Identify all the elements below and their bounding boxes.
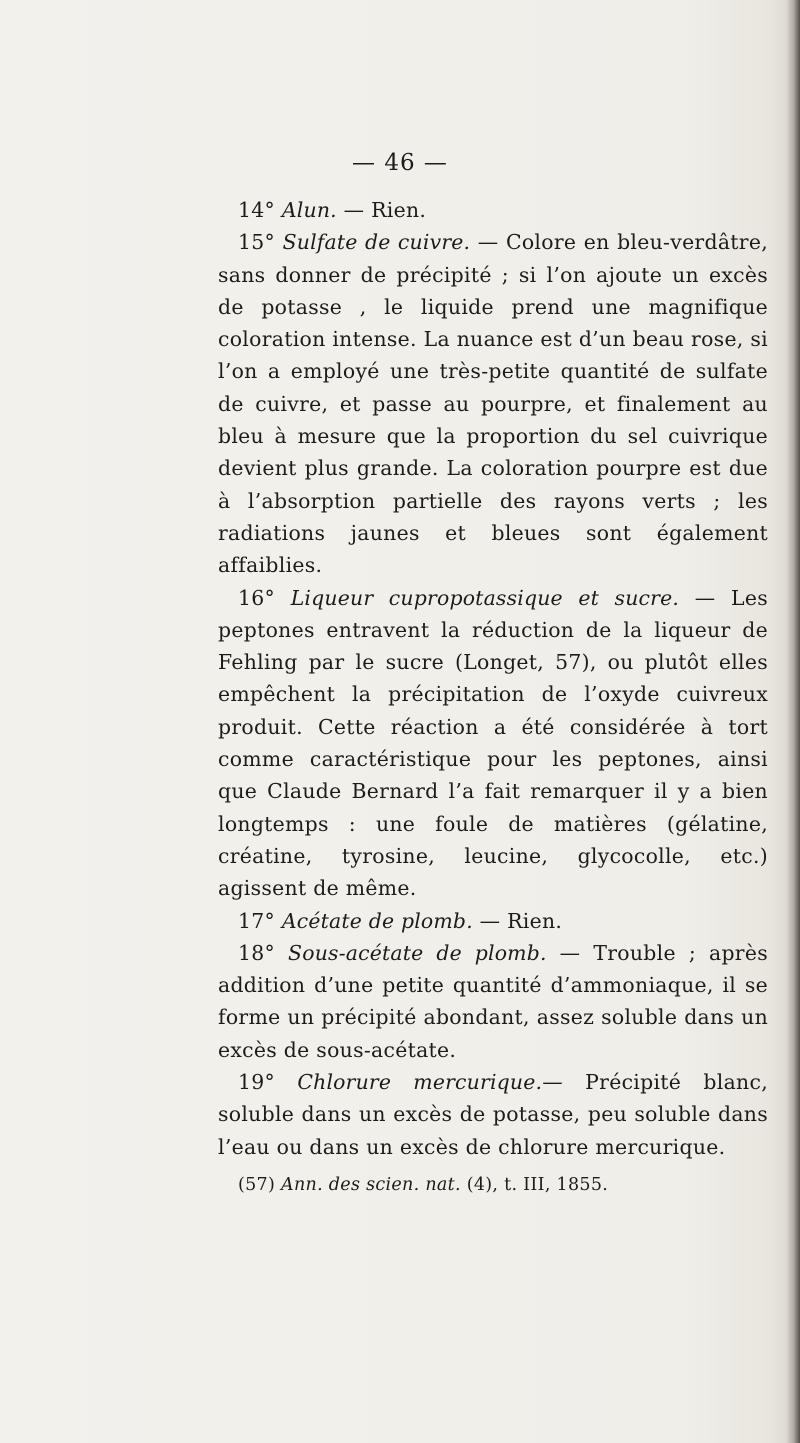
entry-15 xyxy=(218,226,768,581)
entry-14 xyxy=(218,194,768,226)
entry-title: Alun. xyxy=(281,198,337,222)
page-binding-shadow xyxy=(786,0,800,1443)
body-text xyxy=(218,194,768,1163)
entry-text: — Rien. xyxy=(472,908,563,933)
footnote xyxy=(238,1173,768,1197)
entry-text: — Précipité blanc, soluble dans un excès de potasse, peu soluble dans l’eau ou dans un excès de chlorure mercurique. xyxy=(218,1070,768,1159)
footnote-source: Ann. des scien. nat. xyxy=(281,1175,461,1195)
entry-title: Liqueur cupropotassique et sucre. xyxy=(290,585,680,610)
entry-number: 16° xyxy=(238,585,276,610)
entry-16 xyxy=(218,582,768,905)
entry-text: — Les peptones entravent la réduction de la liqueur de Fehling par le sucre (Longet, 57), ou plutôt elles empêchent la précipitation de l’oxyde cuivreux produit. Cette réaction a été considérée à tort comme caractéristique pour les peptones, ainsi que Claude Bernard l’a fait remarquer il y a bien longtemps : une foule de matières (gélatine, créatine, tyrosine, leucine, glycocolle, etc.) agissent de même. xyxy=(218,585,768,901)
entry-text: — Colore en bleu-verdâtre, sans donner de précipité ; si l’on ajoute un excès de potasse , le liquide prend une magnifique coloration intense. La nuance est d’un beau rose, si l’on a employé une très-petite quantité de sulfate de cuivre, et passe au pourpre, et finalement au bleu à mesure que la proportion du sel cuivrique devient plus grande. La coloration pourpre est due à l’absorption partielle des rayons verts ; les radiations jaunes et bleues sont également affaiblies. xyxy=(218,230,768,578)
entry-19 xyxy=(218,1066,768,1163)
entry-18 xyxy=(218,937,768,1066)
entry-number: 17° xyxy=(238,908,276,933)
entry-number: 19° xyxy=(238,1070,276,1095)
entry-title: Sulfate de cuivre. xyxy=(282,230,471,255)
page-number: — 46 — xyxy=(352,150,448,176)
entry-number: 15° xyxy=(238,230,276,255)
entry-number: 14° xyxy=(238,198,276,222)
entry-title: Sous-acétate de plomb. xyxy=(288,940,547,965)
entry-number: 18° xyxy=(238,940,276,965)
entry-title: Acétate de plomb. xyxy=(281,908,473,933)
entry-text: — Trouble ; après addition d’une petite quantité d’ammoniaque, il se forme un précipité abondant, assez soluble dans un excès de sous-acétate. xyxy=(218,940,768,1062)
entry-text: — Rien. xyxy=(336,198,427,222)
footnote-ref: (57) xyxy=(238,1175,276,1195)
entry-17 xyxy=(218,905,768,937)
entry-title: Chlorure mercurique. xyxy=(297,1070,543,1095)
footnote-details: (4), t. III, 1855. xyxy=(460,1175,609,1195)
